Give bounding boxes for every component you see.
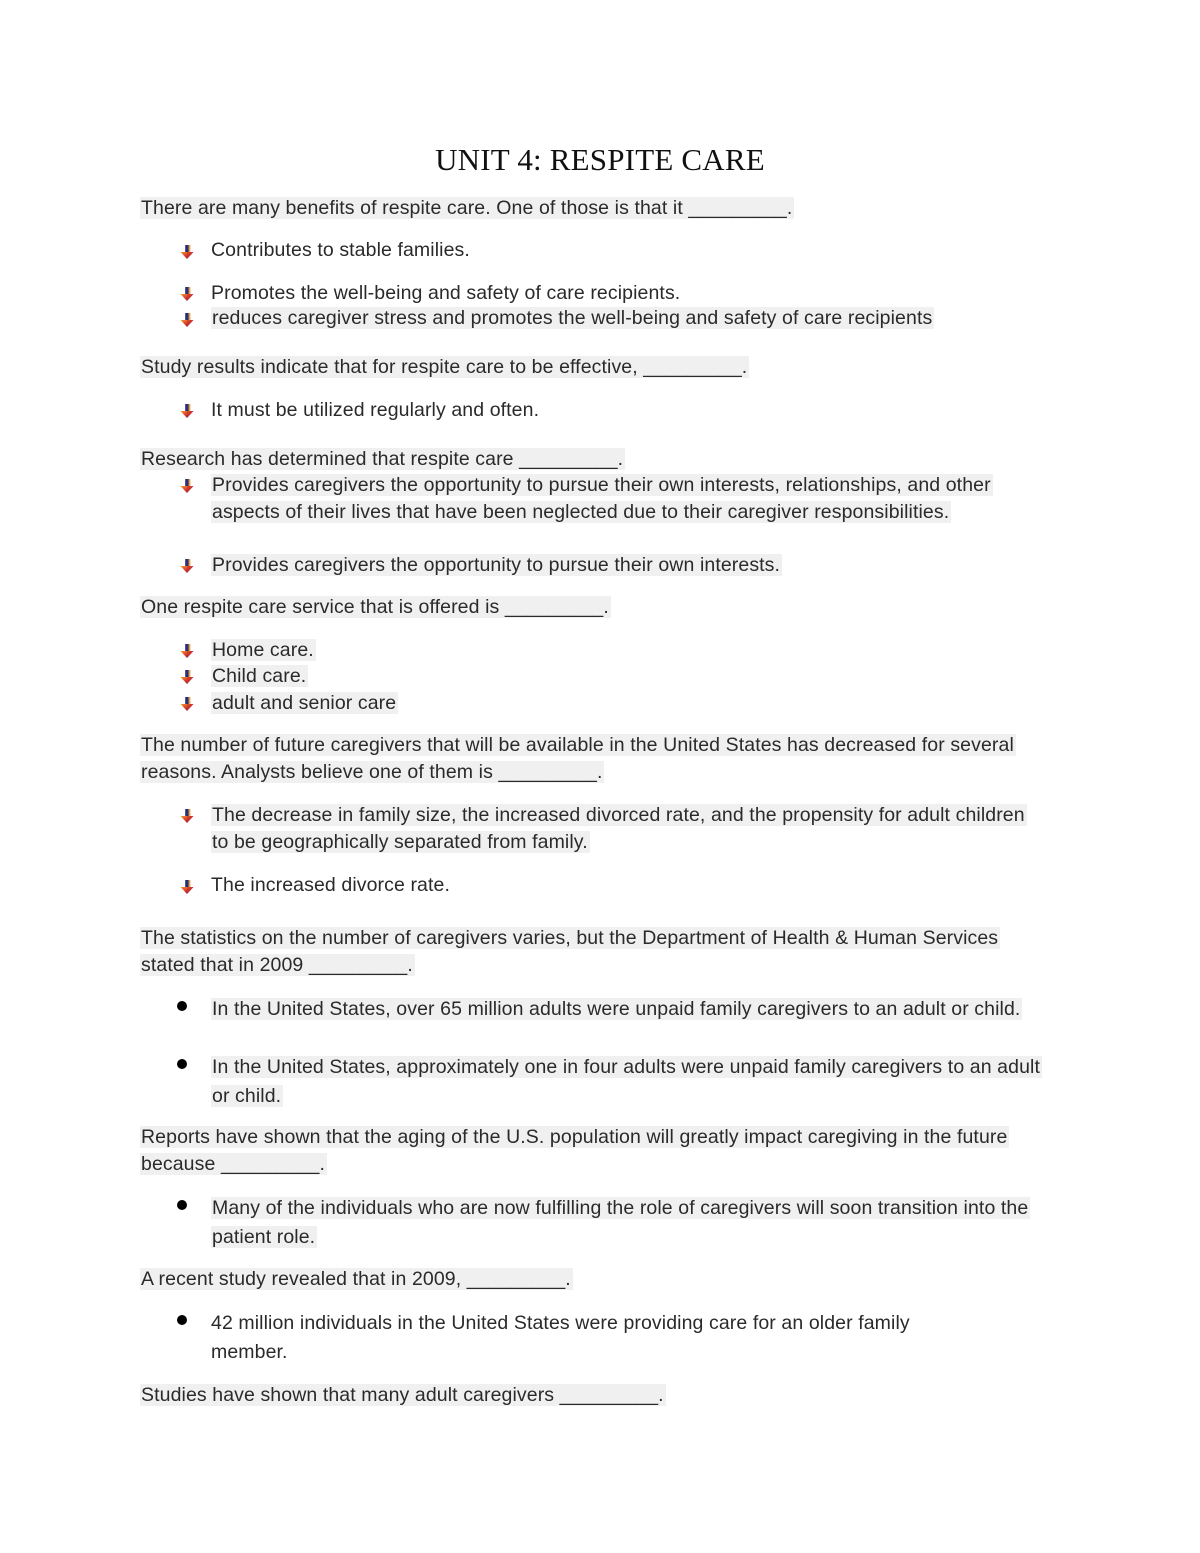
answer-item: 42 million individuals in the United States were providing care for an older family member. bbox=[211, 1312, 910, 1363]
arrow-bullet-icon bbox=[179, 643, 195, 659]
answer-item: Provides caregivers the opportunity to pursue their own interests, relationships, and other aspects of their lives that have been neglected due to their caregiver responsibilities. bbox=[212, 474, 991, 523]
question-prompt: Studies have shown that many adult caregivers _________. bbox=[141, 1384, 664, 1406]
arrow-bullet-icon bbox=[179, 879, 195, 895]
round-bullet-icon bbox=[177, 1200, 187, 1210]
arrow-bullet-icon bbox=[179, 558, 195, 574]
question-prompt: A recent study revealed that in 2009, _________. bbox=[141, 1268, 571, 1290]
round-bullet-icon bbox=[177, 1315, 187, 1325]
page-title: UNIT 4: RESPITE CARE bbox=[435, 142, 765, 177]
arrow-bullet-icon bbox=[179, 403, 195, 419]
answer-item: It must be utilized regularly and often. bbox=[211, 399, 540, 421]
arrow-bullet-icon bbox=[179, 808, 195, 824]
round-bullet-icon bbox=[177, 1059, 187, 1069]
answer-item: Home care. bbox=[212, 639, 314, 661]
arrow-bullet-icon bbox=[179, 696, 195, 712]
answer-item: Contributes to stable families. bbox=[211, 239, 470, 261]
answer-item: reduces caregiver stress and promotes the well-being and safety of care recipients bbox=[212, 307, 933, 329]
question-prompt: The statistics on the number of caregivers varies, but the Department of Health & Human Services stated that in 2009 _________. bbox=[141, 927, 999, 976]
arrow-bullet-icon bbox=[179, 286, 195, 302]
question-prompt: Reports have shown that the aging of the U.S. population will greatly impact caregiving in the future because _________. bbox=[141, 1126, 1008, 1175]
question-prompt: There are many benefits of respite care. One of those is that it _________. bbox=[141, 197, 793, 219]
answer-item: The increased divorce rate. bbox=[211, 874, 450, 896]
arrow-bullet-icon bbox=[179, 244, 195, 260]
question-prompt: The number of future caregivers that will be available in the United States has decreased for several reasons. Analysts believe one of them is _________. bbox=[141, 734, 1014, 783]
question-prompt: Study results indicate that for respite care to be effective, _________. bbox=[141, 356, 748, 378]
arrow-bullet-icon bbox=[179, 669, 195, 685]
answer-item: In the United States, approximately one in four adults were unpaid family caregivers to an adult or child. bbox=[212, 1056, 1040, 1107]
arrow-bullet-icon bbox=[179, 312, 195, 328]
answer-item: In the United States, over 65 million adults were unpaid family caregivers to an adult or child. bbox=[212, 998, 1021, 1020]
arrow-bullet-icon bbox=[179, 478, 195, 494]
round-bullet-icon bbox=[177, 1001, 187, 1011]
answer-item: Provides caregivers the opportunity to pursue their own interests. bbox=[212, 554, 781, 576]
answer-item: adult and senior care bbox=[212, 692, 397, 714]
answer-item: Promotes the well-being and safety of care recipients. bbox=[211, 282, 681, 304]
question-prompt: Research has determined that respite care _________. bbox=[141, 448, 624, 470]
answer-item: Child care. bbox=[212, 665, 307, 687]
answer-item: Many of the individuals who are now fulfilling the role of caregivers will soon transition into the patient role. bbox=[212, 1197, 1029, 1248]
answer-item: The decrease in family size, the increased divorced rate, and the propensity for adult children to be geographically separated from family. bbox=[212, 804, 1025, 853]
question-prompt: One respite care service that is offered is _________. bbox=[141, 596, 609, 618]
